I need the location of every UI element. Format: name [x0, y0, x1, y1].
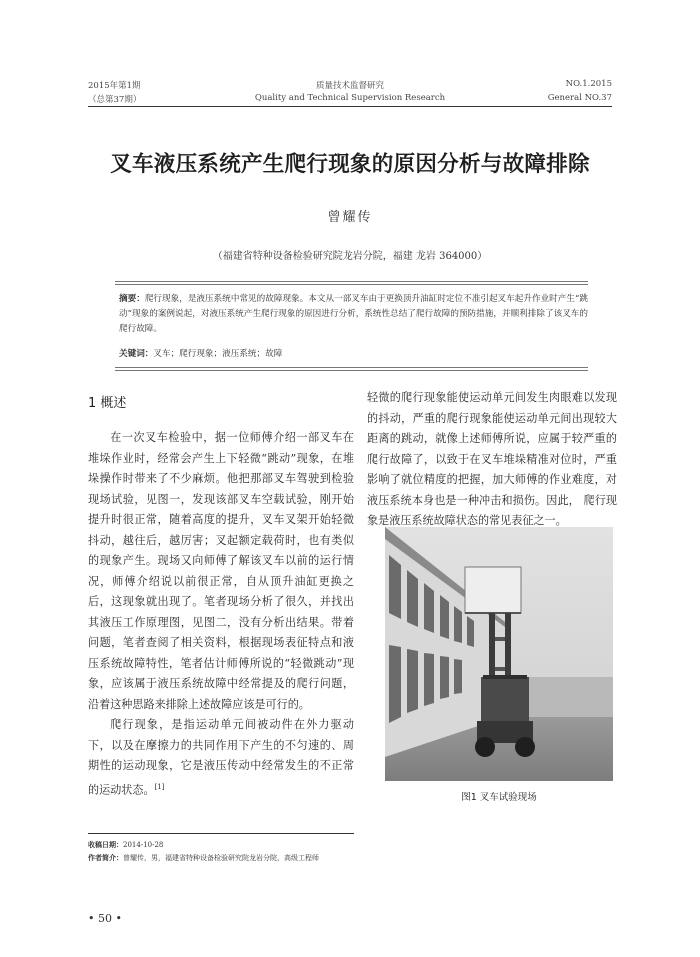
right-column — [367, 388, 617, 532]
paragraph-1: 在一次叉车检验中，据一位师傅介绍一部叉车在堆垛作业时，经常会产生上下轻微“跳动”现象，在堆垛操作时带来了不少麻烦。他把那部叉车驾驶到检验现场试验，见图一，发现该部叉车空载试验，刚开始提升时很正常，随着高度的提升，叉车叉架开始轻微抖动，越往后，越厉害；叉起额定载荷时，也有类似的现象产生。现场又向师傅了解该叉车以前的运行情况，师傅介绍说以前很正常，自从顶升油缸更换之后，这现象就出现了。笔者现场分析了很久，并找出其液压工作原理图，见图二，没有分析出结果。带着问题，笔者查阅了相关资料，根据现场表征特点和液压系统故障特性，笔者估计师傅所说的“轻微跳动”现象，应该属于液压系统故障中经常提及的爬行问题，沿着这种思路来排除上述故障应该是可行的。 — [88, 431, 354, 711]
keywords-label: 关键词： — [119, 349, 154, 359]
received-label: 收稿日期： — [88, 841, 123, 849]
paragraph-2-text: 爬行现象，是指运动单元间被动件在外力驱动下，以及在摩擦力的共同作用下产生的不匀速的、周期性的运动现象，它是液压传动中经常发生的不正常的运动状态。 — [88, 718, 354, 797]
forklift-photo — [385, 527, 613, 781]
article-title: 叉车液压系统产生爬行现象的原因分析与故障排除 — [110, 152, 590, 177]
citation-ref: [1] — [154, 782, 165, 791]
forklift-body — [481, 677, 529, 723]
figure-caption: 图1 叉车试验现场 — [461, 792, 537, 803]
journal-name-cn: 质量技术监督研究 — [315, 81, 384, 91]
abstract-box — [115, 281, 588, 371]
forklift-illustration — [385, 527, 613, 781]
header-rule — [88, 106, 612, 107]
load-block — [465, 567, 521, 613]
footnote-received — [88, 840, 163, 850]
author-name: 曾耀传 — [327, 210, 373, 225]
author-info: 曾耀传，男，福建省特种设备检验研究院龙岩分院，高级工程师 — [123, 854, 319, 862]
section-heading: 1 概述 — [88, 396, 127, 411]
left-column — [88, 428, 354, 801]
received-date: 2014-10-28 — [123, 841, 164, 849]
paragraph-2 — [88, 715, 354, 801]
abstract-bottom-rule — [115, 367, 588, 371]
wheel-left — [475, 737, 495, 757]
journal-name-en: Quality and Technical Supervision Research — [254, 93, 446, 103]
abstract — [119, 292, 588, 337]
footnote-rule — [88, 833, 354, 834]
keywords-text: 叉车；爬行现象；液压系统；故障 — [153, 349, 283, 359]
total-issue-label: （总第37期） — [88, 95, 142, 105]
wheel-right — [515, 737, 535, 757]
keywords — [119, 347, 588, 359]
abstract-top-rule — [115, 281, 588, 285]
abstract-text: 爬行现象，是液压系统中常见的故障现象。本文从一部叉车由于更换顶升油缸时定位不准引起叉车起升作业时产生“跳动”现象的案例说起，对液压系统产生爬行现象的原因进行分析，系统性总结了爬行故障的预防措施，并顺利排除了该叉车的爬行故障。 — [119, 294, 588, 334]
affiliation: （福建省特种设备检验研究院龙岩分院，福建 龙岩 364000） — [212, 251, 488, 262]
author-info-label: 作者简介： — [88, 854, 123, 862]
issue-label: 2015年第1期 — [88, 81, 141, 91]
footnote-author — [88, 853, 319, 863]
abstract-label: 摘要： — [119, 294, 145, 304]
general-number: General NO.37 — [547, 93, 612, 103]
issue-number: NO.1.2015 — [565, 79, 612, 89]
paragraph-2-continued: 轻微的爬行现象能使运动单元间发生肉眼难以发现的抖动，严重的爬行现象能使运动单元间出现较大距离的跳动，就像上述师傅所说，应属于较严重的爬行故障了，以致于在叉车堆垛精准对位时，严重影响了就位精度的把握，加大师傅的作业难度，对液压系统本身也是一种冲击和损伤。因此， 爬行现象是液压系统故障状态的常见表征之一。 — [367, 391, 617, 527]
page-number: • 50 • — [88, 912, 122, 925]
